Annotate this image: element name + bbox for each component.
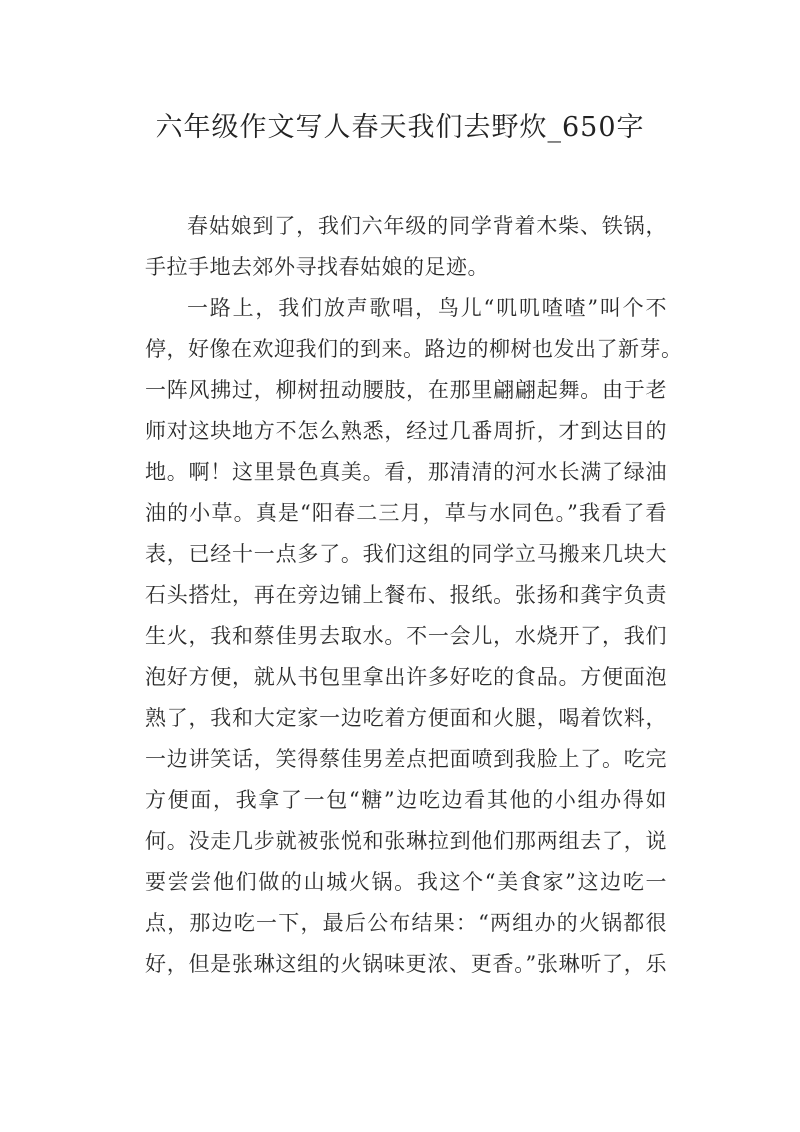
paragraph-2-line-13: 方便面，我拿了一包“糖”边吃边看其他的小组办得如 [145, 788, 667, 812]
paragraph-2-line-1: 一路上，我们放声歌唱，鸟儿“叽叽喳喳”叫个不 [187, 296, 667, 320]
paragraph-2-line-16: 点，那边吃一下，最后公布结果：“两组办的火锅都很 [145, 911, 667, 935]
paragraph-2-line-8: 石头搭灶，再在旁边铺上餐布、报纸。张扬和龚宇负责 [145, 583, 667, 607]
paragraph-2-line-6: 油的小草。真是“阳春二三月，草与水同色。”我看了看 [145, 501, 667, 525]
paragraph-2-line-11: 熟了，我和大定家一边吃着方便面和火腿，喝着饮料， [145, 706, 667, 730]
paragraph-1-line-2: 手拉手地去郊外寻找春姑娘的足迹。 [145, 255, 489, 279]
paragraph-2-line-7: 表，已经十一点多了。我们这组的同学立马搬来几块大 [145, 542, 667, 566]
paragraph-2-line-10: 泡好方便，就从书包里拿出许多好吃的食品。方便面泡 [145, 665, 667, 689]
paragraph-2-line-9: 生火，我和蔡佳男去取水。不一会儿，水烧开了，我们 [145, 624, 667, 648]
document-body [145, 206, 683, 985]
paragraph-2-line-17: 好，但是张琳这组的火锅味更浓、更香。”张琳听了，乐 [145, 952, 667, 976]
paragraph-2-line-14: 何。没走几步就被张悦和张琳拉到他们那两组去了，说 [145, 829, 667, 853]
paragraph-2-line-2: 停，好像在欢迎我们的到来。路边的柳树也发出了新芽。 [145, 337, 683, 361]
paragraph-2-line-3: 一阵风拂过，柳树扭动腰肢，在那里翩翩起舞。由于老 [145, 378, 667, 402]
paragraph-2-line-15: 要尝尝他们做的山城火锅。我这个“美食家”这边吃一 [145, 870, 667, 894]
paragraph-2-line-12: 一边讲笑话，笑得蔡佳男差点把面喷到我脸上了。吃完 [145, 747, 667, 771]
paragraph-1-line-1: 春姑娘到了，我们六年级的同学背着木柴、铁锅， [187, 214, 667, 238]
paragraph-2-line-4: 师对这块地方不怎么熟悉，经过几番周折，才到达目的 [145, 419, 667, 443]
paragraph-2-line-5: 地。啊！这里景色真美。看，那清清的河水长满了绿油 [145, 460, 667, 484]
document-title: 六年级作文写人春天我们去野炊_650字 [155, 112, 645, 143]
